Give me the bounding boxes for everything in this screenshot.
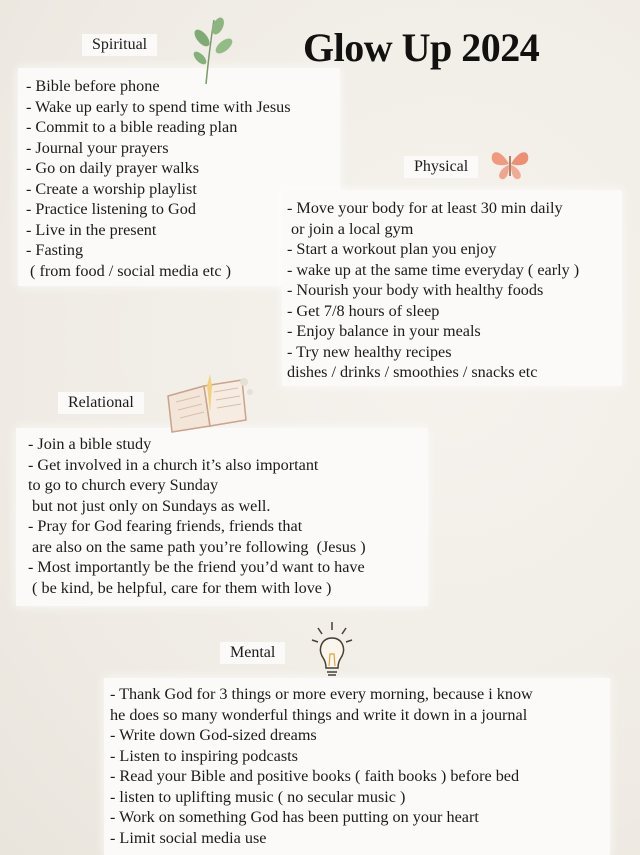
physical-list — [287, 198, 579, 383]
list-item: - Move your body for at least 30 min daily — [287, 199, 563, 217]
list-item: - Create a worship playlist — [26, 179, 197, 198]
list-item: - Journal your prayers — [26, 138, 169, 157]
list-item: - Try new healthy recipes — [287, 342, 452, 361]
page-title: Glow Up 2024 — [303, 25, 540, 70]
list-item: - Write down God-sized dreams — [110, 726, 317, 744]
list-item: - Work on something God has been putting on your heart — [110, 808, 479, 826]
list-item: - Bible before phone — [26, 77, 160, 95]
list-item: - Practice listening to God — [26, 200, 196, 218]
list-item: or join a local gym — [287, 219, 414, 238]
list-item: - Go on daily prayer walks — [26, 159, 200, 177]
list-item: - listen to uplifting music ( no secular music ) — [110, 787, 406, 806]
list-item: - Nourish your body with healthy foods — [287, 281, 544, 299]
spiritual-list — [26, 76, 291, 281]
list-item: - Enjoy balance in your meals — [287, 322, 481, 340]
list-item: - Live in the present — [26, 220, 157, 239]
list-item: ( be kind, be helpful, care for them with love ) — [28, 578, 332, 597]
list-item: - Most importantly be the friend you’d want to have — [28, 558, 365, 576]
open-bible-icon — [164, 372, 256, 436]
mental-heading: Mental — [220, 642, 285, 664]
list-item: but not just only on Sundays as well. — [28, 496, 271, 515]
list-item: he does so many wonderful things and write it down in a journal — [110, 705, 528, 724]
list-item: ( from food / social media etc ) — [26, 261, 231, 280]
list-item: dishes / drinks / smoothies / snacks etc — [287, 363, 538, 381]
list-item: - Fasting — [26, 241, 84, 259]
list-item: to go to church every Sunday — [28, 476, 219, 494]
list-item: - Limit social media use — [110, 828, 267, 847]
spiritual-heading: Spiritual — [82, 34, 157, 56]
list-item: - Wake up early to spend time with Jesus — [26, 97, 291, 116]
butterfly-icon — [488, 146, 532, 182]
list-item: - Get 7/8 hours of sleep — [287, 301, 440, 320]
list-item: are also on the same path you’re following (Jesus ) — [28, 537, 366, 556]
mental-list — [110, 684, 533, 848]
list-item: - Start a workout plan you enjoy — [287, 240, 497, 258]
list-item: - Pray for God fearing friends, friends that — [28, 517, 303, 535]
list-item: - Listen to inspiring podcasts — [110, 746, 298, 765]
relational-heading: Relational — [58, 392, 144, 414]
list-item: - Commit to a bible reading plan — [26, 118, 238, 136]
list-item: - Read your Bible and positive books ( faith books ) before bed — [110, 767, 520, 785]
list-item: - Join a bible study — [28, 435, 152, 453]
physical-heading: Physical — [404, 156, 478, 178]
relational-list — [28, 434, 366, 598]
list-item: - Get involved in a church it’s also important — [28, 455, 319, 474]
list-item: - wake up at the same time everyday ( early ) — [287, 260, 580, 279]
list-item: - Thank God for 3 things or more every morning, because i know — [110, 685, 533, 703]
lightbulb-icon — [308, 618, 356, 678]
